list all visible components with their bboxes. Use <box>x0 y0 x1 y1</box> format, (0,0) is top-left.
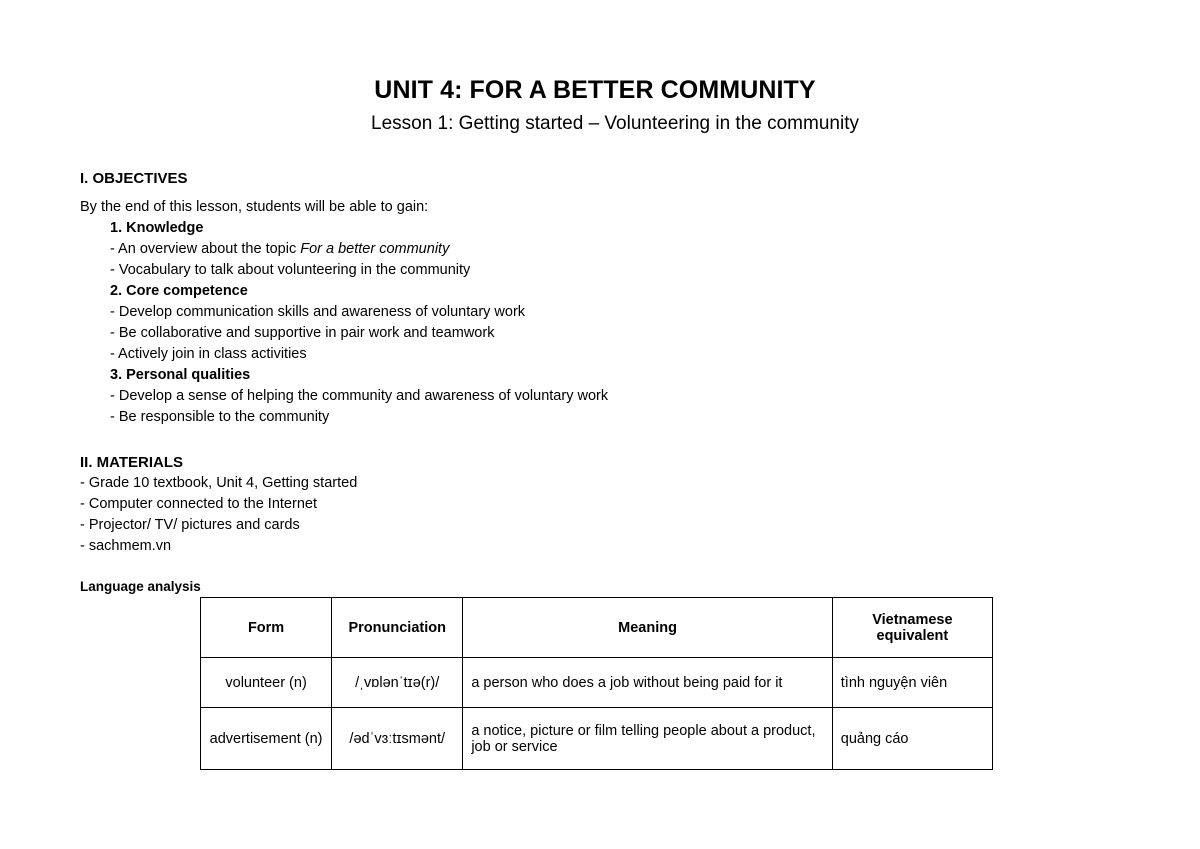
table-header-row <box>201 598 993 658</box>
column-header-pronunciation: Pronunciation <box>332 598 463 658</box>
cell-meaning: a person who does a job without being paid for it <box>463 658 832 708</box>
personal-item: - Be responsible to the community <box>110 409 330 425</box>
objectives-intro: By the end of this lesson, students will be able to gain: <box>80 199 429 215</box>
cell-pronunciation: /ˌvɒlənˈtɪə(r)/ <box>332 658 463 708</box>
knowledge-item-prefix: - An overview about the topic <box>110 241 301 257</box>
knowledge-item: - Vocabulary to talk about volunteering in the community <box>110 262 471 278</box>
personal-item: - Develop a sense of helping the community and awareness of voluntary work <box>110 388 609 404</box>
cell-vietnamese: tình nguyện viên <box>832 658 992 708</box>
materials-item: - Projector/ TV/ pictures and cards <box>80 517 300 533</box>
materials-item: - Computer connected to the Internet <box>80 496 317 512</box>
column-header-form: Form <box>201 598 332 658</box>
page-title: UNIT 4: FOR A BETTER COMMUNITY <box>374 76 816 104</box>
cell-form: volunteer (n) <box>201 658 332 708</box>
core-item: - Actively join in class activities <box>110 346 307 362</box>
core-competence-heading: 2. Core competence <box>110 283 248 299</box>
table-row <box>201 708 993 770</box>
language-analysis-heading: Language analysis <box>80 579 201 594</box>
materials-item: - sachmem.vn <box>80 538 172 554</box>
table-row <box>201 658 993 708</box>
vocabulary-table <box>200 597 993 770</box>
cell-pronunciation: /ədˈvɜːtɪsmənt/ <box>332 708 463 770</box>
core-item: - Develop communication skills and awareness of voluntary work <box>110 304 526 320</box>
knowledge-heading: 1. Knowledge <box>110 220 204 236</box>
core-item: - Be collaborative and supportive in pair work and teamwork <box>110 325 495 341</box>
materials-section <box>80 452 357 557</box>
topic-name: For a better community <box>300 241 450 257</box>
materials-item: - Grade 10 textbook, Unit 4, Getting started <box>80 475 358 491</box>
objectives-section <box>80 168 608 428</box>
materials-heading: II. MATERIALS <box>80 454 184 471</box>
cell-meaning: a notice, picture or film telling people about a product, job or service <box>463 708 832 770</box>
objectives-heading: I. OBJECTIVES <box>80 170 188 187</box>
cell-form: advertisement (n) <box>201 708 332 770</box>
lesson-subtitle: Lesson 1: Getting started – Volunteering in the community <box>371 113 859 134</box>
cell-vietnamese: quảng cáo <box>832 708 992 770</box>
column-header-meaning: Meaning <box>463 598 832 658</box>
knowledge-item <box>80 239 608 260</box>
personal-qualities-heading: 3. Personal qualities <box>110 367 251 383</box>
column-header-vietnamese: Vietnamese equivalent <box>832 598 992 658</box>
